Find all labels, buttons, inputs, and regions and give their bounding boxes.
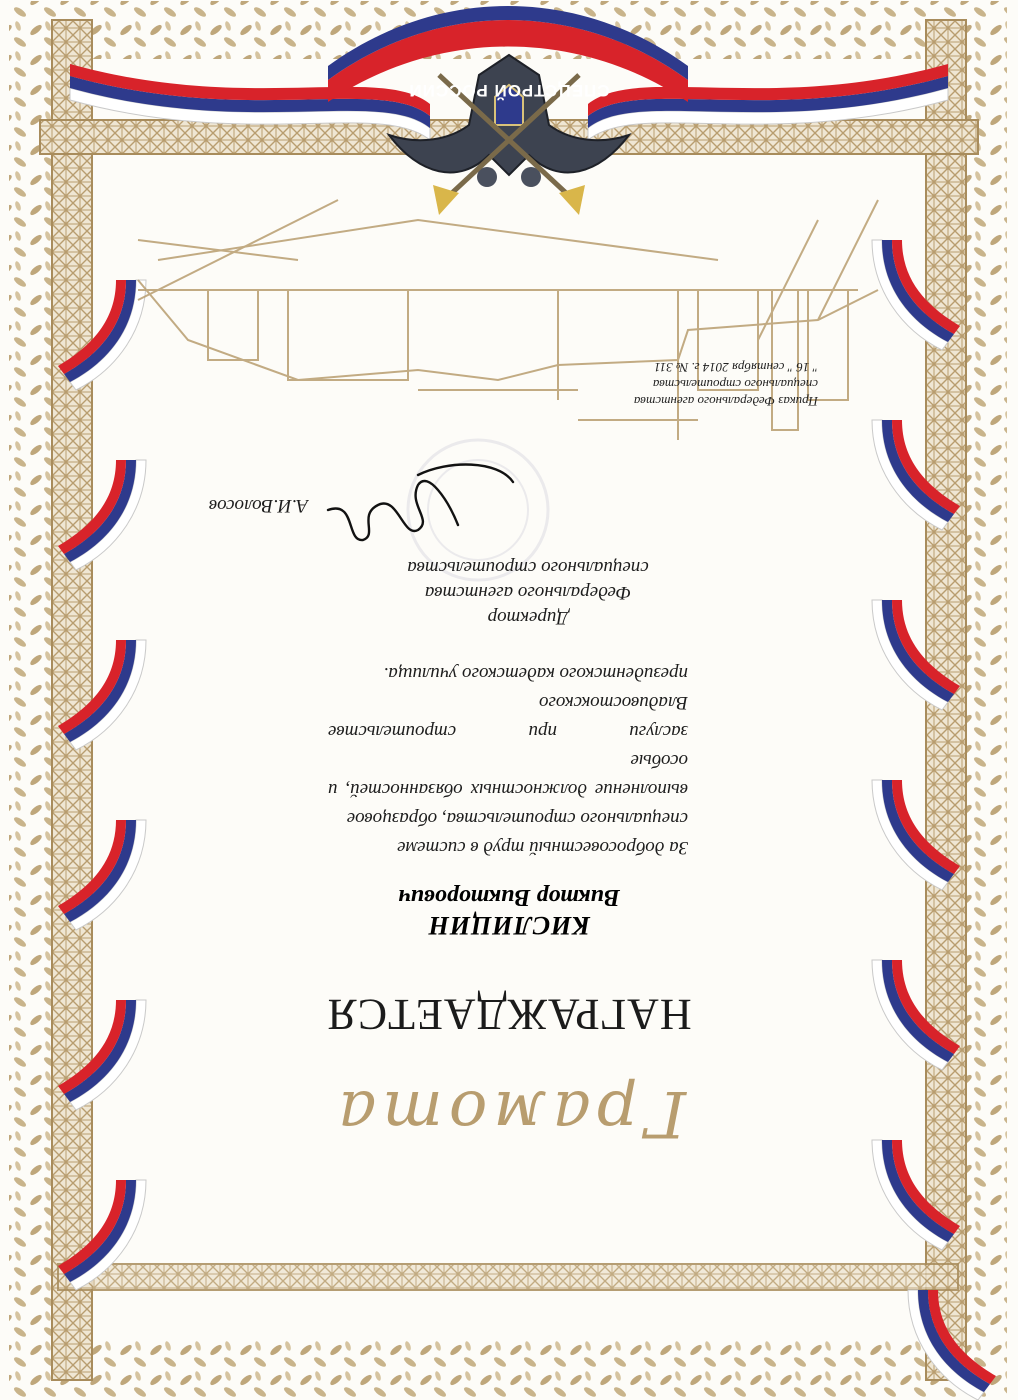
right-lattice-tower	[52, 20, 92, 1380]
banner-label: СПЕЦСТРОЙ РОССИИ	[408, 81, 610, 100]
signatory-name: А.И.Волосов	[208, 495, 308, 516]
award-verb: НАГРАЖДАЕТСЯ	[326, 990, 692, 1039]
recipient-given-names: Виктор Викторович	[398, 884, 620, 910]
reason-line: президентского кадетского училища.	[383, 663, 688, 684]
reason-line: специального строительства, образцовое	[346, 808, 688, 829]
banner-label-wrap	[0, 80, 1018, 100]
bottom-lattice-bar	[58, 1264, 958, 1290]
award-reason	[328, 659, 688, 862]
signature-icon	[328, 465, 513, 541]
certificate-title: Грамота	[332, 1076, 686, 1150]
order-line: специального строительства	[652, 377, 818, 392]
order-reference	[558, 359, 818, 410]
director-line: специального строительства	[407, 557, 649, 578]
reason-line: заслуги при строительстве Владивостокского	[328, 692, 688, 742]
recipient-surname: КИСЛИЦИН	[427, 911, 591, 940]
director-line: Федерального агентства	[424, 582, 632, 603]
order-line: Приказ Федерального агентства	[633, 394, 818, 409]
reason-line: За добросовестный труд в системе	[397, 837, 688, 858]
director-title	[338, 555, 718, 630]
director-line: Директор	[487, 607, 569, 628]
reason-line: выполнение должностных обязанностей, и особые	[328, 750, 688, 800]
order-line: " 16 " сентября 2014 г. № 311	[654, 360, 818, 375]
